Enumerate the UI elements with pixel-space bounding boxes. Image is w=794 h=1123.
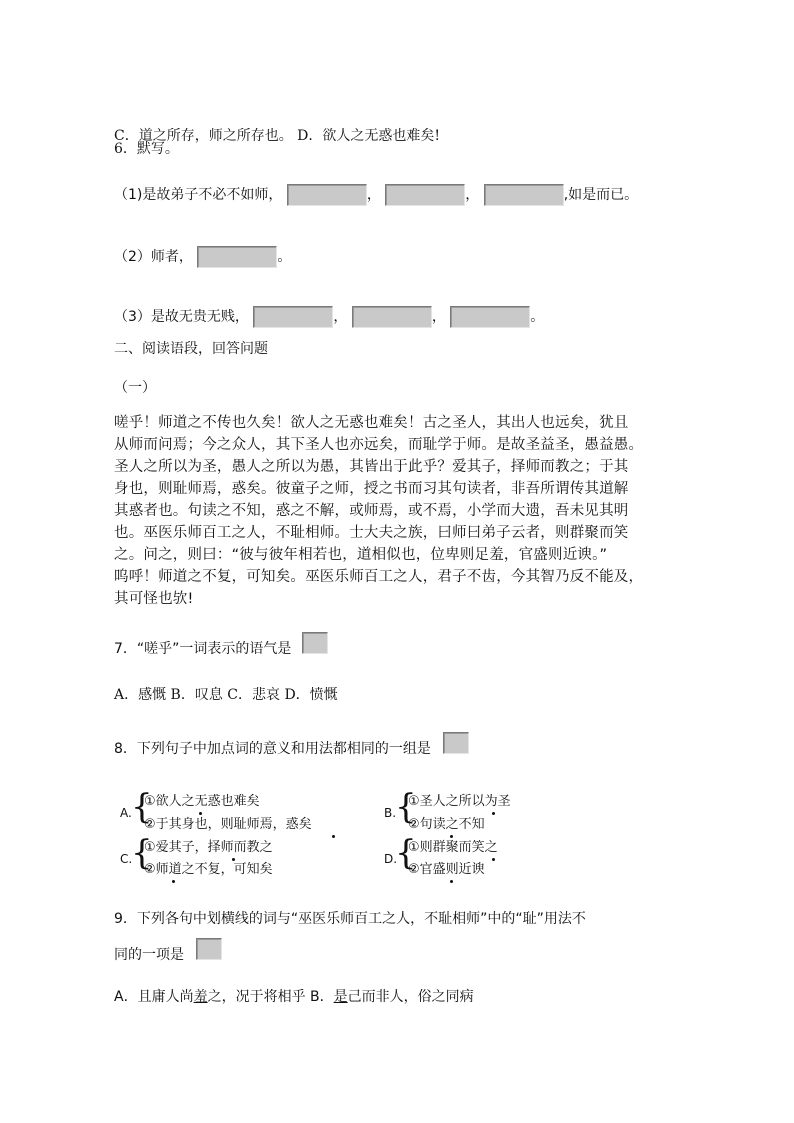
passage-line: 其可怪也欤!	[114, 591, 194, 607]
separator: ，	[366, 187, 381, 203]
emphasis-dot-icon	[332, 835, 335, 838]
answer-box[interactable]	[385, 184, 465, 206]
answer-box[interactable]	[197, 246, 277, 268]
answer-box[interactable]	[450, 306, 530, 328]
q8-c-s1: ①爱其子，择师而教之	[144, 840, 273, 855]
q8-d-s2: ②官盛则近谀	[408, 862, 485, 877]
q6-line1	[114, 184, 638, 206]
q9-opt-a-post: 之，况于将相乎 B．	[207, 989, 334, 1005]
q9-opt-b-post: 己而非人，俗之同病	[347, 989, 474, 1005]
emphasis-dot-icon	[450, 835, 453, 838]
answer-box[interactable]	[253, 306, 333, 328]
answer-box[interactable]	[302, 632, 328, 654]
q9-stem-line2	[114, 944, 222, 966]
separator: ，	[431, 309, 446, 325]
q6-l3-prefix: （3）是故无贵无贱，	[114, 309, 249, 325]
passage-line: 呜呼！师道之不复，可知矣。巫医乐师百工之人，君子不齿，今其智乃反不能及，	[114, 569, 644, 585]
brace-icon: {	[395, 833, 417, 873]
q8-d-s1: ①则群聚而笑之	[408, 840, 498, 855]
answer-box[interactable]	[484, 184, 564, 206]
brace-icon: {	[131, 833, 153, 873]
q8-stem	[114, 738, 469, 760]
separator: ，	[465, 187, 480, 203]
passage-line: 之。问之，则曰：“彼与彼年相若也，道相似也，位卑则足羞，官盛则近谀。”	[114, 547, 608, 563]
q6-line2	[114, 246, 291, 268]
answer-box[interactable]	[287, 184, 367, 206]
option-label: A.	[120, 806, 132, 820]
q7-stem	[114, 638, 328, 660]
emphasis-dot-icon	[492, 858, 495, 861]
q8-a-s1: ①欲人之无惑也难矣	[144, 794, 260, 809]
q9-options	[114, 988, 474, 1006]
passage-line: 嗟乎！师道之不传也久矣！欲人之无惑也难矣！古之圣人，其出人也远矣，犹且	[114, 415, 629, 431]
emphasis-dot-icon	[232, 858, 235, 861]
brace-icon: {	[395, 787, 417, 827]
q7-stem-text: 7．“嗟乎”一词表示的语气是	[114, 641, 292, 657]
q6-l2-suffix: 。	[277, 249, 292, 265]
option-label: B.	[384, 806, 397, 820]
option-label: D.	[384, 852, 398, 866]
passage-line: 圣人之所以为圣，愚人之所以为愚，其皆出于此乎？爱其子，择师而教之；于其	[114, 459, 629, 475]
q6-l2-prefix: （2）师者，	[114, 249, 193, 265]
passage	[114, 412, 674, 610]
emphasis-dot-icon	[199, 812, 202, 815]
q9-stem2-text: 同的一项是	[114, 947, 184, 963]
option-label: C.	[120, 852, 133, 866]
q9-opt-a-underlined: 羞	[193, 989, 208, 1005]
answer-box[interactable]	[196, 938, 222, 960]
q8-b-s2: ②句读之不知	[408, 817, 485, 832]
answer-box[interactable]	[352, 306, 432, 328]
q8-c-s2: ②师道之不复，可知矣	[144, 862, 273, 877]
emphasis-dot-icon	[172, 880, 175, 883]
q9-opt-b-underlined: 是	[333, 989, 348, 1005]
q8-a-s2: ②于其身也，则耻师焉，惑矣	[144, 817, 312, 832]
brace-icon: {	[131, 787, 153, 827]
q6-l1-prefix: （1)是故弟子不必不如师，	[114, 187, 283, 203]
passage-line: 身也，则耻师焉，惑矣。彼童子之师，授之书而习其句读者，非吾所谓传其道解	[114, 481, 629, 497]
q6-l1-suffix: ,如是而已。	[563, 187, 639, 203]
emphasis-dot-icon	[450, 880, 453, 883]
q8-stem-text: 8．下列句子中加点词的意义和用法都相同的一组是	[114, 741, 431, 757]
answer-box[interactable]	[443, 732, 469, 754]
separator: ，	[333, 309, 348, 325]
section2-sub: （一）	[114, 380, 156, 396]
passage-line: 其惑者也。句读之不知，惑之不解，或师焉，或不焉，小学而大遗，吾未见其明	[114, 503, 629, 519]
q5-options-cd: C．道之所存，师之所存也。 D．欲人之无惑也难矣!	[114, 128, 441, 144]
passage-line: 从师而问焉；今之众人，其下圣人也亦远矣，而耻学于师。是故圣益圣，愚益愚。	[114, 437, 644, 453]
section2-title: 二、阅读语段，回答问题	[114, 341, 268, 357]
q6-line3	[114, 306, 544, 328]
q7-options: A．感慨 B．叹息 C．悲哀 D．愤慨	[114, 687, 338, 703]
emphasis-dot-icon	[492, 812, 495, 815]
q8-b-s1: ①圣人之所以为圣	[408, 794, 511, 809]
passage-line: 也。巫医乐师百工之人，不耻相师。士大夫之族，曰师曰弟子云者，则群聚而笑	[114, 525, 629, 541]
q6-title: 6．默写。	[114, 141, 179, 157]
q6-l3-suffix: 。	[530, 309, 545, 325]
q9-stem-line1: 9．下列各句中划横线的词与“巫医乐师百工之人，不耻相师”中的“耻”用法不	[114, 911, 586, 927]
q9-opt-a-pre: A．且庸人尚	[114, 989, 194, 1005]
